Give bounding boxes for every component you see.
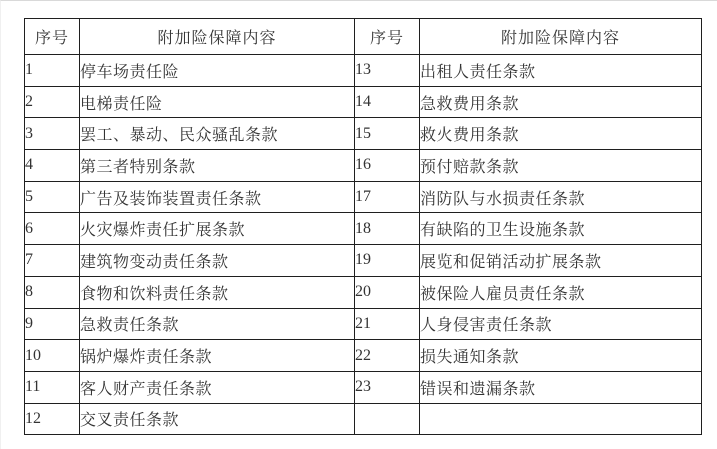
addon-coverage-table [24,18,702,435]
coverage-content-cell [420,403,702,435]
coverage-content-cell: 人身侵害责任条款 [420,308,702,340]
table-row [25,308,702,340]
table-body [25,55,702,435]
header-row [25,19,702,55]
table-row [25,55,702,87]
serial-number-cell: 2 [25,86,80,118]
serial-number-cell: 4 [25,150,80,182]
coverage-content-cell: 广告及装饰装置责任条款 [80,181,355,213]
table-row [25,118,702,150]
serial-number-cell: 10 [25,340,80,372]
serial-number-cell: 19 [355,245,420,277]
coverage-content-cell: 救火费用条款 [420,118,702,150]
coverage-content-cell: 展览和促销活动扩展条款 [420,245,702,277]
coverage-content-cell: 第三者特别条款 [80,150,355,182]
coverage-content-cell: 有缺陷的卫生设施条款 [420,213,702,245]
serial-number-cell: 23 [355,371,420,403]
coverage-content-cell: 客人财产责任条款 [80,371,355,403]
table-row [25,245,702,277]
table-row [25,213,702,245]
coverage-content-cell: 消防队与水损责任条款 [420,181,702,213]
coverage-content-cell: 被保险人雇员责任条款 [420,276,702,308]
serial-number-cell: 8 [25,276,80,308]
coverage-content-cell: 损失通知条款 [420,340,702,372]
coverage-content-cell: 预付赔款条款 [420,150,702,182]
serial-number-cell: 9 [25,308,80,340]
coverage-content-cell: 食物和饮料责任条款 [80,276,355,308]
coverage-content-cell: 建筑物变动责任条款 [80,245,355,277]
header-serial-right: 序号 [355,19,420,55]
table-row [25,150,702,182]
serial-number-cell: 6 [25,213,80,245]
header-coverage-left: 附加险保障内容 [80,19,355,55]
table-header [25,19,702,55]
table-row [25,403,702,435]
serial-number-cell: 16 [355,150,420,182]
header-serial-left: 序号 [25,19,80,55]
coverage-content-cell: 出租人责任条款 [420,55,702,87]
coverage-content-cell: 罢工、暴动、民众骚乱条款 [80,118,355,150]
coverage-content-cell: 交叉责任条款 [80,403,355,435]
coverage-content-cell: 急救责任条款 [80,308,355,340]
coverage-content-cell: 错误和遗漏条款 [420,371,702,403]
serial-number-cell: 14 [355,86,420,118]
coverage-content-cell: 火灾爆炸责任扩展条款 [80,213,355,245]
serial-number-cell: 5 [25,181,80,213]
serial-number-cell: 20 [355,276,420,308]
serial-number-cell: 21 [355,308,420,340]
coverage-content-cell: 急救费用条款 [420,86,702,118]
serial-number-cell: 7 [25,245,80,277]
serial-number-cell [355,403,420,435]
header-coverage-right: 附加险保障内容 [420,19,702,55]
serial-number-cell: 1 [25,55,80,87]
table-row [25,181,702,213]
coverage-content-cell: 锅炉爆炸责任条款 [80,340,355,372]
serial-number-cell: 18 [355,213,420,245]
coverage-content-cell: 电梯责任险 [80,86,355,118]
table-row [25,371,702,403]
table-row [25,276,702,308]
serial-number-cell: 13 [355,55,420,87]
serial-number-cell: 12 [25,403,80,435]
coverage-content-cell: 停车场责任险 [80,55,355,87]
serial-number-cell: 3 [25,118,80,150]
serial-number-cell: 17 [355,181,420,213]
table-row [25,86,702,118]
table-row [25,340,702,372]
serial-number-cell: 11 [25,371,80,403]
serial-number-cell: 22 [355,340,420,372]
serial-number-cell: 15 [355,118,420,150]
